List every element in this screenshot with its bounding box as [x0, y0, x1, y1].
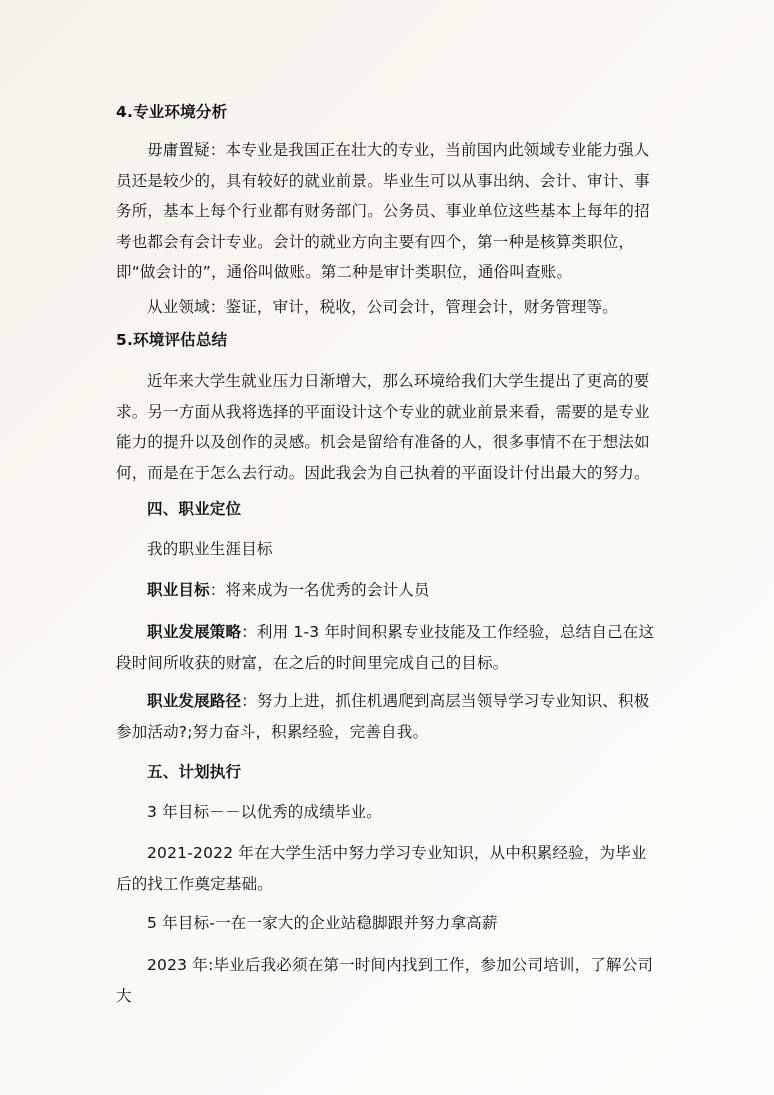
goal-text: ：将来成为一名优秀的会计人员 — [209, 581, 430, 599]
heading-4: 4.专业环境分析 — [116, 103, 228, 121]
paragraph-summary: 近年来大学生就业压力日渐增大，那么环境给我们大学生提出了更高的要求。另一方面从我将选择的平面设计这个专业的就业前景来看，需要的是专业能力的提升以及创作的灵感。机会是留给有准备的人，很多事情不在于想法如何，而是在于怎么去行动。因此我会为自己执着的平面设计付出最大的努力。 — [116, 372, 650, 482]
paragraph-career-goal — [116, 575, 661, 606]
heading-positioning: 四、职业定位 — [147, 500, 242, 518]
path-label: 职业发展路径 — [147, 692, 242, 710]
strategy-text: ：利用 1-3 年时间积累专业技能及工作经验，总结自己在这段时间所收获的财富，在之后的时间里完成自己的目标。 — [116, 623, 655, 672]
paragraph-analysis: 毋庸置疑：本专业是我国正在壮大的专业，当前国内此领域专业能力强人员还是较少的，具有较好的就业前景。毕业生可以从事出纳、会计、审计、事务所，基本上每个行业都有财务部门。公务员、事业单位这些基本上每年的招考也都会有会计专业。会计的就业方向主要有四个，第一种是核算类职位，即“做会计的”，通俗叫做账。第二种是审计类职位，通俗叫查账。 — [116, 141, 650, 281]
paragraph-2023-plan: 2023 年:毕业后我必须在第一时间内找到工作，参加公司培训，了解公司大 — [116, 956, 654, 1005]
paragraph-2021-plan: 2021-2022 年在大学生活中努力学习专业知识，从中积累经验，为毕业后的找工作奠定基础。 — [116, 844, 647, 893]
heading-5: 5.环境评估总结 — [116, 331, 228, 349]
paragraph-strategy — [116, 617, 661, 678]
paragraph-5yr-goal: 5 年目标-一在一家大的企业站稳脚跟并努力拿高薪 — [147, 914, 498, 932]
paragraph-career-goal-intro: 我的职业生涯目标 — [147, 540, 273, 558]
path-text: ：努力上进，抓住机遇爬到高层当领导学习专业知识、积极参加活动?;努力奋斗，积累经验，完善自我。 — [116, 692, 650, 741]
goal-label: 职业目标 — [147, 581, 210, 599]
paragraph-fields: 从业领域：鉴证，审计，税收，公司会计，管理会计，财务管理等。 — [147, 298, 619, 316]
paragraph-path — [116, 686, 661, 747]
heading-execution: 五、计划执行 — [147, 763, 242, 781]
strategy-label: 职业发展策略 — [147, 623, 242, 641]
paragraph-3yr-goal: 3 年目标－－以优秀的成绩毕业。 — [147, 803, 382, 821]
